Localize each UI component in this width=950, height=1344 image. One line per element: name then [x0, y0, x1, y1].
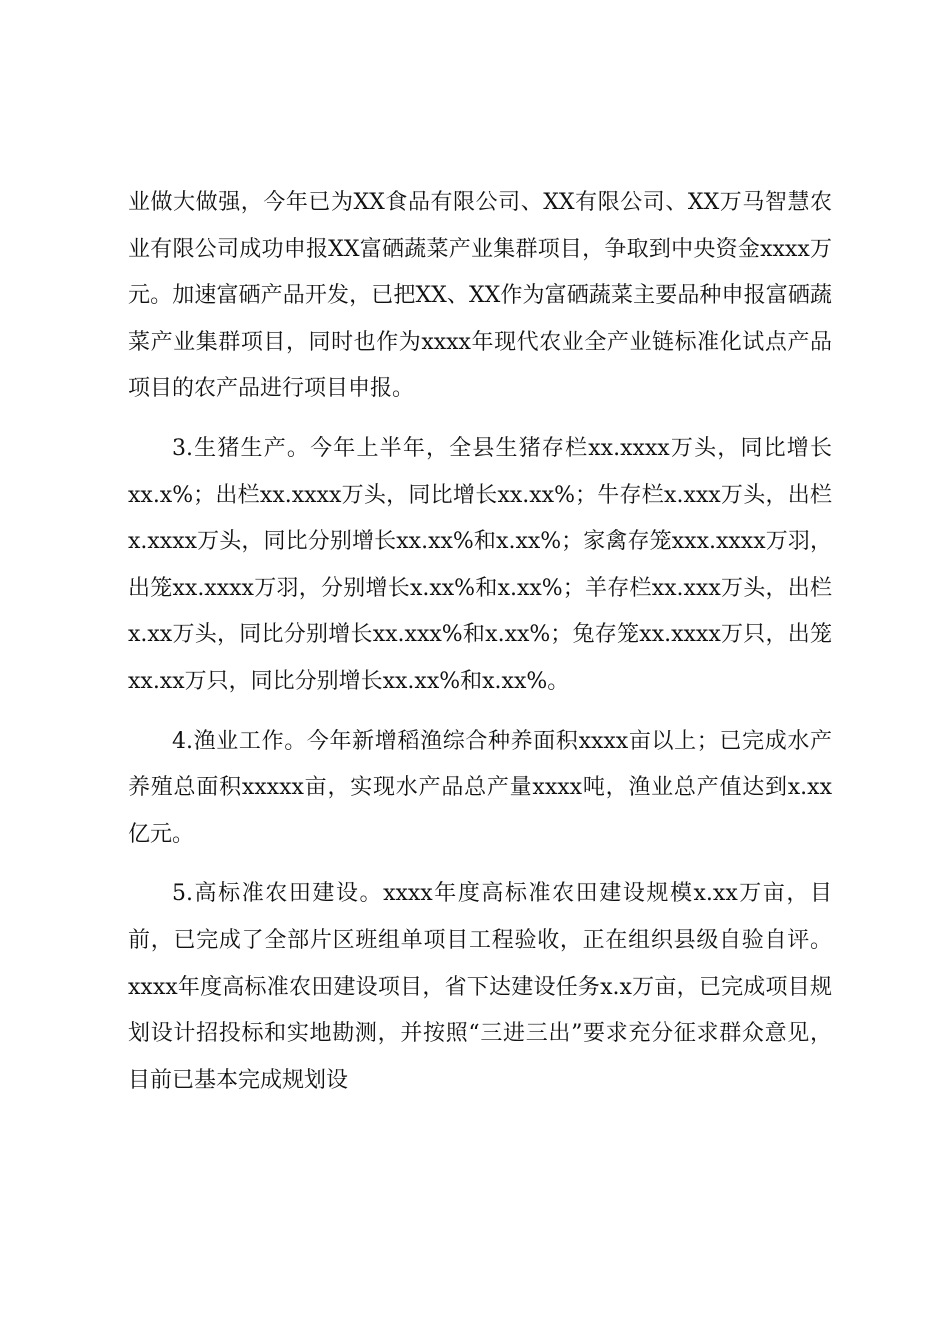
paragraph-section-3-pig-production: 3.生猪生产。今年上半年，全县生猪存栏xx.xxxx万头，同比增长xx.x%；出栏xx.xxxx万头，同比增长xx.xx%；牛存栏x.xxx万头，出栏x.xxxx万头，同比分别增长xx.xx%和x.xx%；家禽存笼xxx.xxxx万羽，出笼xx.xxxx万羽，分别增长x.xx%和x.xx%；羊存栏xx.xxx万头，出栏x.xx万头，同比分别增长xx.xxx%和x.xx%；兔存笼xx.xxxx万只，出笼xx.xx万只，同比分别增长xx.xx%和x.xx%。	[128, 435, 832, 694]
paragraph-section-4-fishery: 4.渔业工作。今年新增稻渔综合种养面积xxxx亩以上；已完成水产养殖总面积xxxxx亩，实现水产品总产量xxxx吨，渔业总产值达到x.xx亿元。	[128, 728, 832, 847]
paragraph-continuation-agri-industry: 业做大做强，今年已为XX食品有限公司、XX有限公司、XX万马智慧农业有限公司成功申报XX富硒蔬菜产业集群项目，争取到中央资金xxxx万元。加速富硒产品开发，已把XX、XX作为富硒蔬菜主要品种申报富硒蔬菜产业集群项目，同时也作为xxxx年现代农业全产业链标准化试点产品项目的农产品进行项目申报。	[128, 190, 832, 402]
paragraph-section-5-farmland: 5.高标准农田建设。xxxx年度高标准农田建设规模x.xx万亩，目前，已完成了全部片区班组单项目工程验收，正在组织县级自验自评。xxxx年度高标准农田建设项目，省下达建设任务x.x万亩，已完成项目规划设计招投标和实地勘测，并按照“三进三出”要求充分征求群众意见，目前已基本完成规划设	[128, 881, 832, 1093]
document-body	[128, 180, 832, 1117]
